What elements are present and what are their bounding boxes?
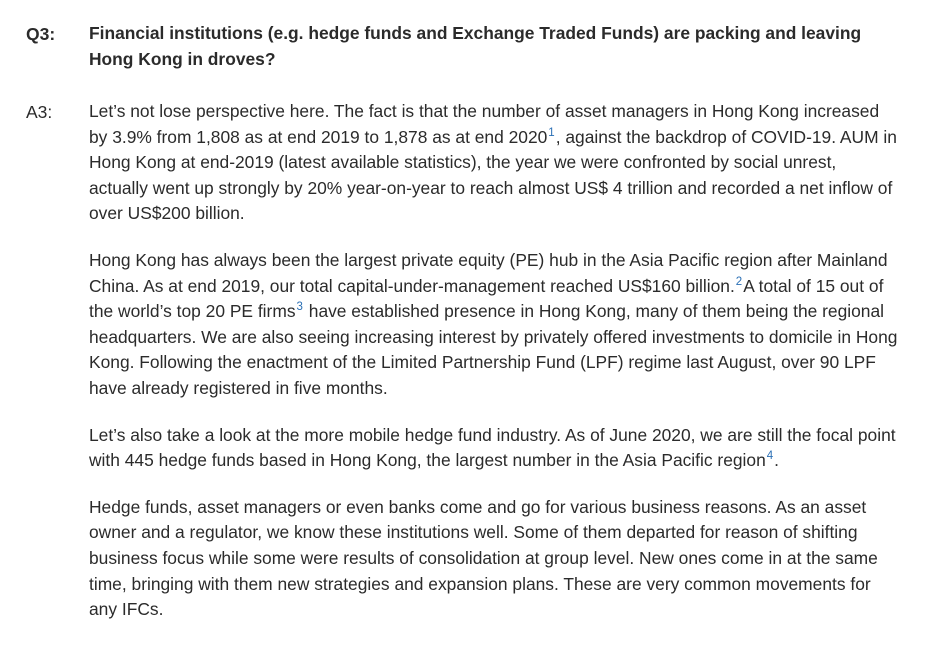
paragraph-text: Hedge funds, asset managers or even banks come and go for various business reasons. As an asset owner and a regulator, we know these institutions well. Some of them departed for reason of shifting business focus while some were results of consolidation at group level. New ones come in at the same time, bringing with them new strategies and expansion plans. These are very common movements for any IFCs.: [89, 496, 878, 620]
footnote-2-link[interactable]: 2: [735, 275, 743, 288]
question-text: Financial institutions (e.g. hedge funds and Exchange Traded Funds) are packing and leaving Hong Kong in droves?: [89, 23, 862, 69]
paragraph-text: Hong Kong has always been the largest private equity (PE) hub in the Asia Pacific region after Mainland China. As at end 2019, our total capital-under-management reached US$160 billion.: [89, 249, 888, 296]
footnote-1-link[interactable]: 1: [548, 126, 555, 139]
answer-paragraph-2: [89, 248, 899, 402]
paragraph-text: Let’s not lose perspective here. The fact is that the number of asset managers in Hong Kong increased by 3.9% from 1,808 as at end 2019 to 1,878 as at end 2020: [89, 101, 880, 147]
paragraph-text: have established presence in Hong Kong, many of them being the regional headquarters. We are also seeing increasing interest by privately offered investments to domicile in Hong Kong. Following the enactment of the Limited Partnership Fund (LPF) regime last August, over 90 LPF have already registered in five months.: [89, 301, 898, 398]
paragraph-text: A total of 15 out of the world’s top 20 PE firms: [89, 275, 884, 322]
paragraph-text: .: [774, 450, 779, 471]
paragraph-text: , against the backdrop of COVID-19. AUM in Hong Kong at end-2019 (latest available statistics), the year we were confronted by social unrest, actually went up strongly by 20% year-on-year to reach almost US$ 4 trillion and recorded a net inflow of over US$200 billion.: [89, 126, 897, 224]
footnote-4-link[interactable]: 4: [766, 450, 774, 463]
answer-label: A3:: [26, 102, 53, 122]
answer-body: [89, 99, 899, 644]
footnote-3-link[interactable]: 3: [296, 301, 303, 314]
answer-paragraph-3: [89, 423, 899, 474]
answer-paragraph-1: [89, 99, 899, 227]
question-label: Q3:: [26, 24, 56, 44]
answer-paragraph-4: [89, 495, 899, 623]
paragraph-text: Let’s also take a look at the more mobile hedge fund industry. As of June 2020, we are still the focal point with 445 hedge funds based in Hong Kong, the largest number in the Asia Pacific region: [89, 424, 896, 471]
